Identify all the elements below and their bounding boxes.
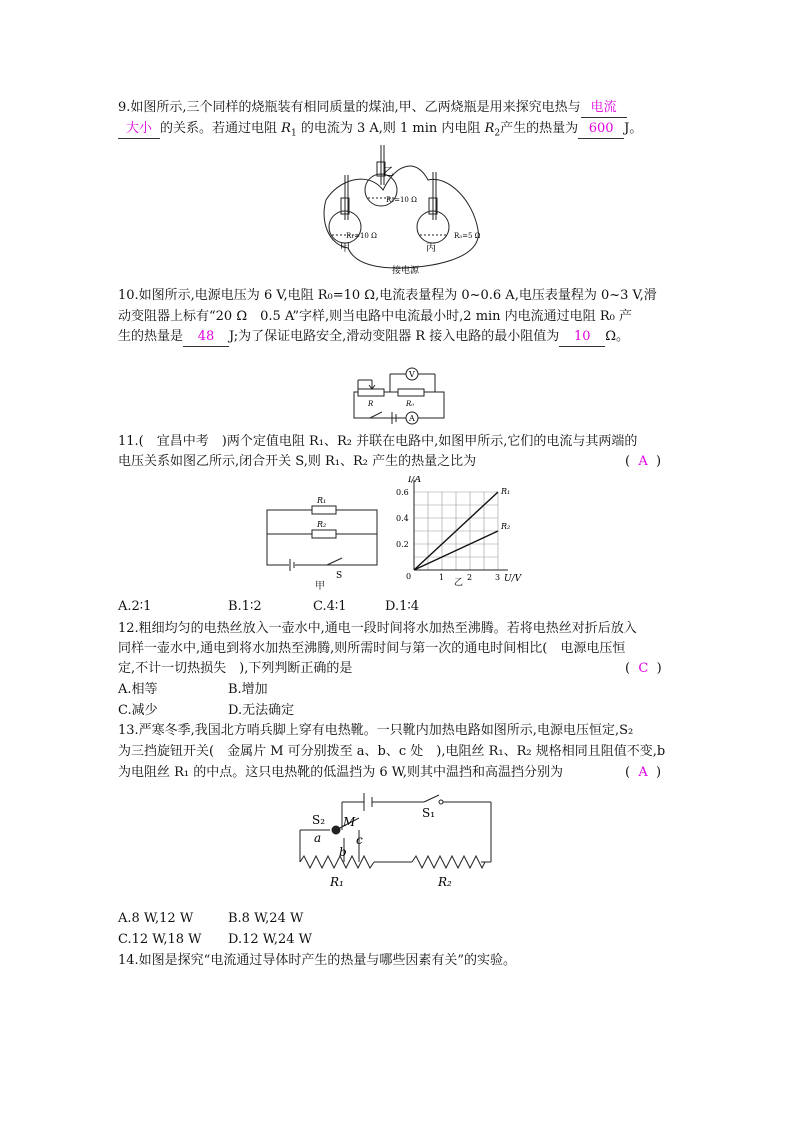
q11-option-b: B.1∶2 <box>228 599 262 614</box>
q11-line1: 11.( 宜昌中考 )两个定值电阻 R₁、R₂ 并联在电路中,如图甲所示,它们的电流与其两端的 <box>118 434 638 449</box>
q9-answer-1a: 电流 <box>581 99 627 118</box>
q12-answer: C <box>638 661 649 676</box>
chart-y-tick: 0.4 <box>396 514 409 523</box>
q13-label-s2: S₂ <box>312 813 326 827</box>
q9-flask-figure <box>308 140 488 278</box>
q9-label-r2: R₂=10 Ω <box>386 196 417 204</box>
q11-line2: 电压关系如图乙所示,闭合开关 S,则 R₁、R₂ 产生的热量之比为 <box>118 454 477 469</box>
q11-answer-paren: ( A ) <box>625 454 662 469</box>
q9-label-r3: R₃=5 Ω <box>454 232 481 240</box>
q9-label-jia: 甲 <box>340 243 350 254</box>
q12-line3: 定,不计一切热损失 ),下列判断正确的是 <box>118 661 353 676</box>
q11-label-r2: R₂ <box>317 520 327 529</box>
q11-option-c: C.4∶1 <box>313 599 347 614</box>
q9-label-yi: 乙 <box>383 165 394 178</box>
q13-label-c: c <box>356 833 363 847</box>
q11-iu-chart <box>392 476 522 588</box>
chart-series-label: R₁ <box>501 487 511 496</box>
q12-option-b: B.增加 <box>228 682 268 697</box>
q13-label-s1: S₁ <box>422 806 436 820</box>
q13-label-b: b <box>339 845 347 859</box>
q13-label-r2: R₂ <box>438 875 452 889</box>
q10-voltmeter: V <box>409 370 415 379</box>
q11-option-d: D.1∶4 <box>385 599 420 614</box>
q13-line1: 13.严寒冬季,我国北方哨兵脚上穿有电热靴。一只靴内加热电路如图所示,电源电压恒定,S₂ <box>118 723 634 738</box>
q9-answer-1b: 大小 <box>118 120 160 139</box>
chart-x-tick: 2 <box>467 573 473 582</box>
q12-option-d: D.无法确定 <box>228 703 295 718</box>
chart-x-tick: 3 <box>495 573 501 582</box>
q10-line2: 动变阻器上标有“20 Ω 0.5 A”字样,则当电路中电流最小时,2 min 内电流通过电阻 R₀ 产 <box>118 309 632 324</box>
q10-circuit-figure <box>350 364 450 426</box>
q12-option-c: C.减少 <box>118 703 158 718</box>
q9-line1: 9.如图所示,三个同样的烧瓶装有相同质量的煤油,甲、乙两烧瓶是用来探究电热与 电流 <box>118 99 627 118</box>
q12-option-a: A.相等 <box>118 682 158 697</box>
chart-x-tick: 1 <box>439 573 445 582</box>
chart-y-tick: 0.6 <box>396 488 409 497</box>
q12-answer-paren: ( C ) <box>625 661 662 676</box>
q12-line1: 12.粗细均匀的电热丝放入一壶水中,通电一段时间将水加热至沸腾。若将电热丝对折后放入 <box>118 621 637 636</box>
chart-origin-label: 0 <box>406 572 412 581</box>
q11-circuit-jia <box>262 492 382 582</box>
chart-caption: 乙 <box>454 578 464 588</box>
chart-series-label: R₂ <box>501 522 511 531</box>
q9-label-r1: R₁=10 Ω <box>346 232 377 240</box>
q13-line3: 为电阻丝 R₁ 的中点。这只电热靴的低温挡为 6 W,则其中温挡和高温挡分别为 <box>118 765 564 780</box>
q10-ammeter: A <box>409 414 415 423</box>
q10-label-r0: R₀ <box>406 400 415 408</box>
q9-line2: 大小 的关系。若通过电阻 $R_1$ 的电流为 3 A,则 1 min 内电阻 $R_2$产生的热量为 600 J。 <box>118 120 642 143</box>
q11-option-a: A.2∶1 <box>118 599 152 614</box>
chart-xlabel: U/V <box>504 574 522 584</box>
q10-label-r: R <box>368 400 374 408</box>
q13-option-d: D.12 W,24 W <box>228 932 313 947</box>
q13-line2: 为三挡旋钮开关( 金属片 M 可分别拨至 a、b、c 处 ),电阻丝 R₁、R₂ 规格相同且阻值不变,b <box>118 744 666 759</box>
q10-line1: 10.如图所示,电源电压为 6 V,电阻 R₀=10 Ω,电流表量程为 0~0.6 A,电压表量程为 0~3 V,滑 <box>118 288 657 303</box>
q13-answer: A <box>638 765 648 780</box>
q9-answer-2: 600 <box>578 120 624 139</box>
q9-label-bing: 丙 <box>426 243 436 254</box>
q13-option-b: B.8 W,24 W <box>228 911 304 926</box>
q11-label-r1: R₁ <box>317 496 327 505</box>
chart-y-tick: 0.2 <box>396 540 409 549</box>
q11-label-s: S <box>336 571 343 581</box>
q11-caption-jia: 甲 <box>315 581 325 592</box>
q13-circuit-figure <box>294 790 499 890</box>
q9-label-power: 接电源 <box>392 266 420 276</box>
q14-line1: 14.如图是探究“电流通过导体时产生的热量与哪些因素有关”的实验。 <box>118 953 516 968</box>
q13-label-a: a <box>314 831 322 845</box>
chart-ylabel: I/A <box>408 476 422 485</box>
q13-label-m: M <box>343 815 356 829</box>
q10-line3: 生的热量是 48 J;为了保证电路安全,滑动变阻器 R 接入电路的最小阻值为 10 Ω。 <box>118 328 629 347</box>
q12-line2: 同样一壶水中,通电到将水加热至沸腾,则所需时间与第一次的通电时间相比( 电源电压恒 <box>118 641 626 656</box>
q13-label-r1: R₁ <box>330 875 344 889</box>
q10-answer-1: 48 <box>183 328 229 347</box>
q13-answer-paren: ( A ) <box>625 765 662 780</box>
q11-answer: A <box>638 454 648 469</box>
q13-option-a: A.8 W,12 W <box>118 911 194 926</box>
q10-answer-2: 10 <box>559 328 605 347</box>
q13-option-c: C.12 W,18 W <box>118 932 202 947</box>
